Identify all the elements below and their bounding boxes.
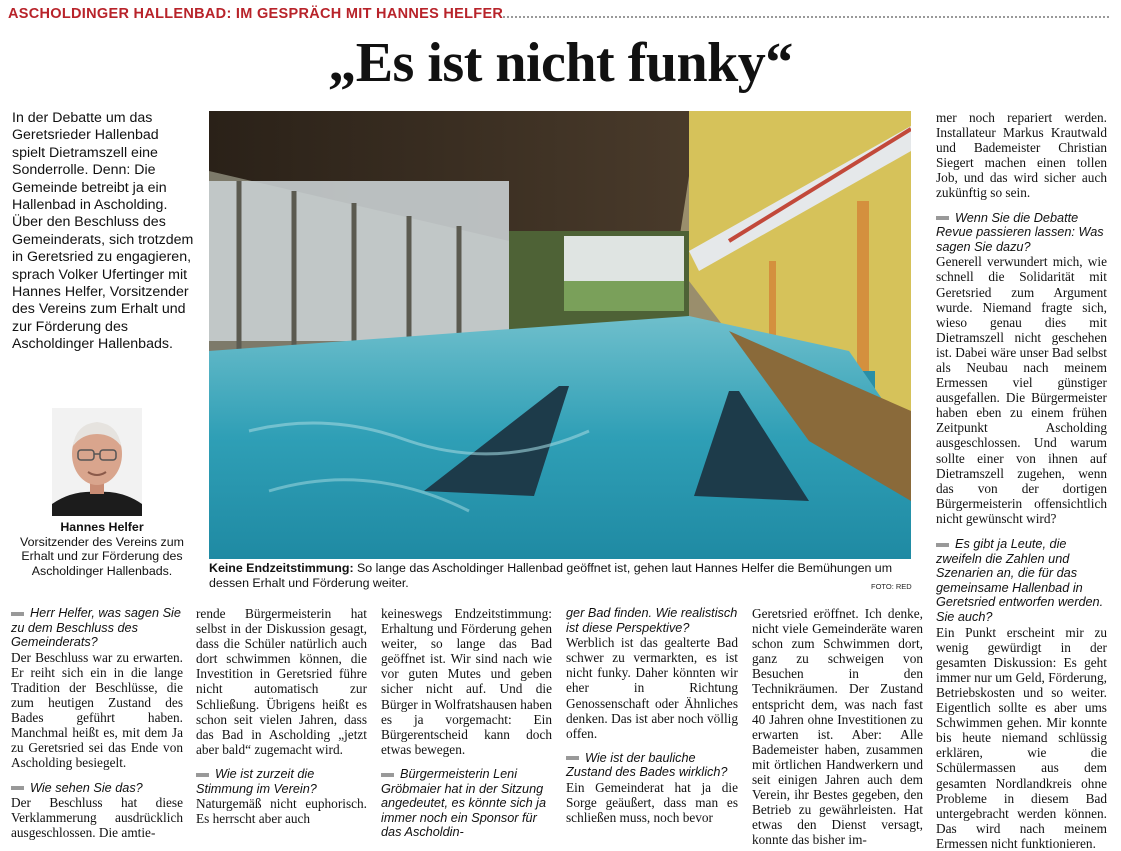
question: ger Bad finden. Wie realistisch ist diese Perspektive? (566, 606, 738, 635)
paragraph: Naturgemäß nicht euphorisch. Es herrscht aber auch (196, 796, 367, 827)
paragraph: Ein Punkt erscheint mir zu wenig gewürdigt in der gesamten Diskussion: Es geht immer nur um Geld, Förderung, Betriebskosten und so weiter. Eigentlich sollte es aber ums Schwimmen gehen. Mir konnte bis heute niemand schlüssig erklären, wie die Schülermassen aus dem gesamten Nordlandkreis ohne Probleme in diesem Bad untergebracht werden können. Das wird nach meinem Ermessen nicht funktionieren. (936, 624, 1107, 851)
column-2 (196, 606, 367, 826)
rubric-divider (503, 16, 1109, 18)
portrait-caption (6, 520, 198, 578)
paragraph: mer noch repariert werden. Installateur Markus Krautwald und Bademeister Christian Siegert machen einen tollen Job, und das wird sicher auch zukünftig so sein. (936, 110, 1107, 201)
question-marker (196, 773, 209, 777)
question: Es gibt ja Leute, die zweifeln die Zahlen und Szenarien an, die für das gemeinsame Hallenbad in Geretsried entworfen werden. Sie auch? (936, 537, 1104, 624)
column-3 (381, 606, 552, 840)
paragraph: keineswegs Endzeitstimmung: Erhaltung und Förderung gehen weiter, so lange das Bad geöffnet ist. Wir sind nach wie vor guten Mutes und geben sicher nicht auf. Und die Bürger in Wolfratshausen haben es ja vorgemacht: Ein Bürgerentscheid kann doch etwas bewegen. (381, 606, 552, 757)
photo-caption (209, 561, 911, 591)
intro-paragraph: In der Debatte um das Geretsrieder Hallenbad spielt Dietramszell eine Sonderrolle. Denn: Die Gemeinde betreibt ja ein Hallenbad in Ascholding. Über den Beschluss des Gemeinderats, sich trotzdem in Geretsried zu engagieren, sprach Volker Ufertinger mit Hannes Helfer, Vorsitzender des Vereins zum Erhalt und zur Förderung des Ascholdinger Hallenbads. (12, 110, 194, 353)
question-marker (11, 612, 24, 616)
caption-text: So lange das Ascholdinger Hallenbad geöffnet ist, gehen laut Hannes Helfer die Bemühungen um dessen Erhalt und Förderung weiter. (209, 561, 893, 590)
question-marker (11, 786, 24, 790)
pool-photo (209, 111, 911, 559)
paragraph: Der Beschluss war zu erwarten. Er reiht sich ein in die lange Tradition der Beschlüsse, die zum heutigen Zustand des Bades geführt haben. Manchmal heißt es, mit dem Ja zu Geretsried sei das Ende von Ascholding besiegelt. (11, 649, 183, 771)
section-rubric: ASCHOLDINGER HALLENBAD: IM GESPRÄCH MIT HANNES HELFER (8, 6, 504, 22)
question: Wie ist zurzeit die Stimmung im Verein? (196, 766, 317, 796)
question-marker (936, 543, 949, 547)
question: Herr Helfer, was sagen Sie zu dem Beschluss des Gemeinderats? (11, 606, 181, 650)
column-1 (11, 606, 183, 840)
question-marker (566, 756, 579, 760)
paragraph: rende Bürgermeisterin hat selbst in der Diskussion gesagt, dass die Schüler natürlich auch dort schwimmen können, die Investition in Geretsried führe nicht automatisch zur Schließung. Übrigens heißt es schon seit vielen Jahren, dass das Bad in Ascholding „jetzt aber bald“ zugemacht wird. (196, 606, 367, 757)
headline: „Es ist nicht funky“ (328, 32, 793, 94)
paragraph: Ein Gemeinderat hat ja die Sorge geäußert, dass man es schließen muss, noch bevor (566, 780, 738, 826)
portrait-role: Vorsitzender des Vereins zum Erhalt und zur Förderung des Ascholdinger Hallenbads. (20, 534, 184, 578)
paragraph: Der Beschluss hat diese Verklammerung ausdrücklich ausgeschlossen. Die amtie- (11, 795, 183, 841)
column-right-top (936, 110, 1107, 851)
question: Wie ist der bauliche Zustand des Bades wirklich? (566, 750, 728, 780)
question-marker (381, 773, 394, 777)
caption-lead: Keine Endzeitstimmung: (209, 561, 354, 575)
portrait-photo (52, 408, 142, 516)
question-marker (936, 216, 949, 220)
question: Wie sehen Sie das? (11, 781, 183, 796)
question: Wenn Sie die Debatte Revue passieren lassen: Was sagen Sie dazu? (936, 210, 1104, 254)
paragraph: Werblich ist das gealterte Bad schwer zu vermarkten, es ist nicht funky. Daher könnten wir eher in Richtung Genossenschaft oder Ähnliches denken. Das ist aber noch völlig offen. (566, 635, 738, 741)
photo-credit: FOTO: RED (871, 582, 912, 591)
column-5 (752, 606, 923, 848)
column-4 (566, 606, 738, 825)
paragraph: Geretsried eröffnet. Ich denke, nicht viele Gemeinderäte waren schon zum Schwimmen dort, ganz zu schweigen von Besuchen in den Technikräumen. Der Zustand entspricht dem, was nach fast 40 Jahren ohne Investitionen zu erwarten ist. Aber: Alle Bademeister haben, zusammen mit örtlichen Handwerkern und seit einigen Jahren auch dem Verein, ihr Bestes gegeben, den Betrieb zu gewährleisten. Hat etwas den Dienst versagt, konnte das bisher im- (752, 606, 923, 848)
portrait-name: Hannes Helfer (60, 520, 144, 534)
paragraph: Generell verwundert mich, wie schnell die Solidarität mit Geretsried zum Argument wurde. Niemand fragte sich, wieso genau dies mit Dietramszell nicht geschehen ist. Dabei wäre unser Bad selbst als Neubau nach meinem Ermessen viel günstiger ausgefallen. Die Bürgermeister haben eben zu einem frühen Zeitpunkt Ascholding ausgeschlossen. Und warum sollte einer von ihnen auf Dietramszell zugehen, wenn das von der dortigen Bürgermeisterin offensichtlich nicht gewünscht wird? (936, 254, 1107, 526)
question: Bürgermeisterin Leni Gröbmaier hat in der Sitzung angedeutet, es könnte sich ja immer noch ein Sponsor für das Ascholdin- (381, 766, 547, 840)
